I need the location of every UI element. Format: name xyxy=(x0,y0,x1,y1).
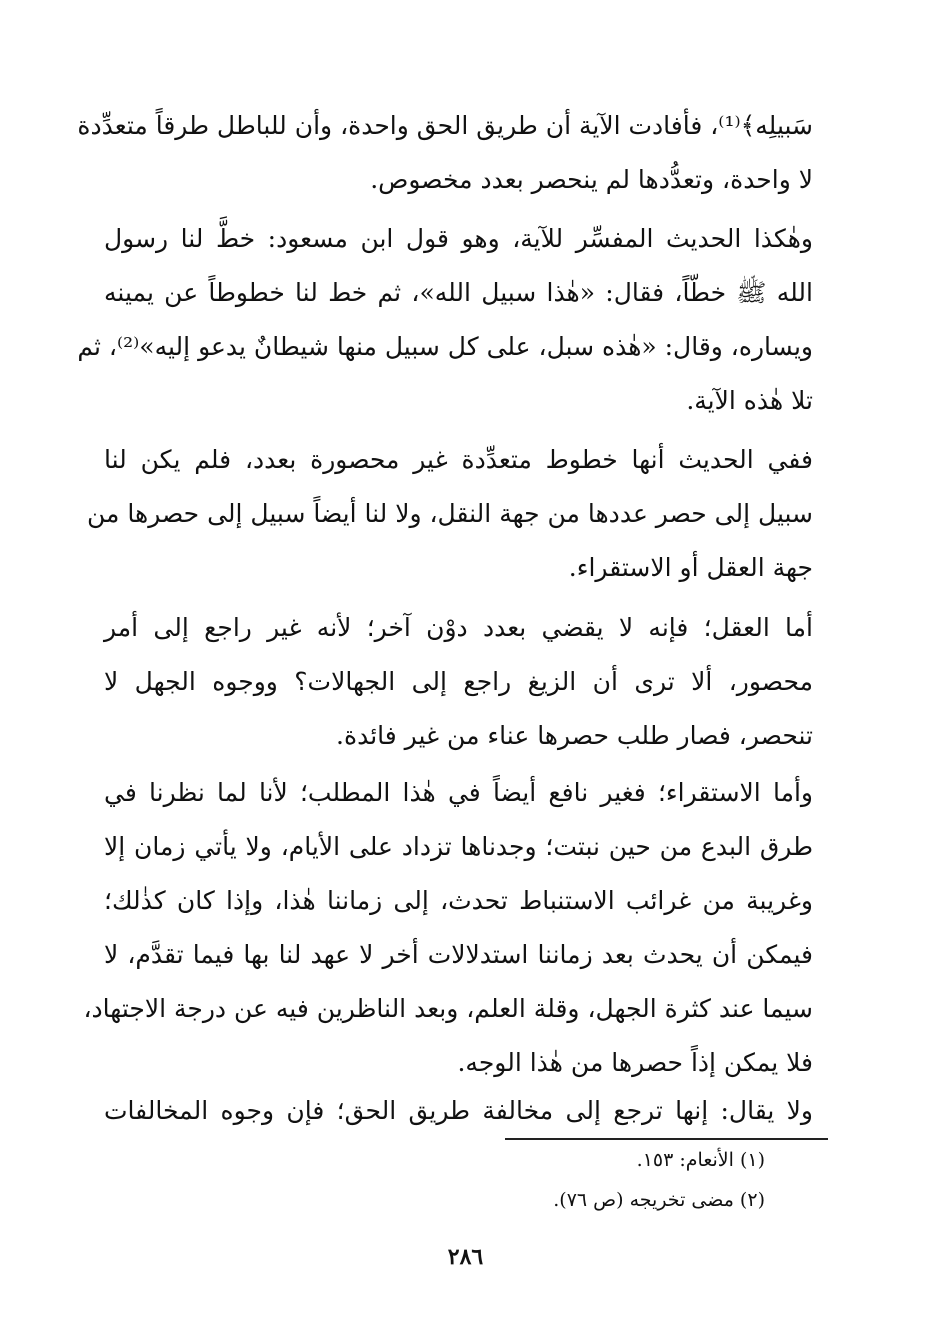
text-line: أما العقل؛ فإنه لا يقضي بعدد دوْن آخر؛ لأنه غير راجع إلى أمر xyxy=(104,613,813,642)
paragraph-4 xyxy=(104,601,813,763)
text-line: ففي الحديث أنها خطوط متعدِّدة غير محصورة بعدد، فلم يكن لنا xyxy=(104,445,813,474)
paragraph-1 xyxy=(77,99,813,207)
text-line: تلا هٰذه الآية. xyxy=(686,386,813,415)
text-line: طرق البدع من حين نبتت؛ وجدناها تزداد على الأيام، ولا يأتي زمان إلا xyxy=(104,832,813,861)
text-line: فلا يمكن إذاً حصرها من هٰذا الوجه. xyxy=(457,1048,813,1077)
paragraph-2 xyxy=(77,212,813,428)
text-line: وغريبة من غرائب الاستنباط تحدث، إلى زماننا هٰذا، وإذا كان كذٰلك؛ xyxy=(104,886,813,915)
text-line: تنحصر، فصار طلب حصرها عناء من غير فائدة. xyxy=(336,721,813,750)
footnote-1: (١) الأنعام: ١٥٣. xyxy=(636,1149,765,1171)
text-line: جهة العقل أو الاستقراء. xyxy=(568,553,813,582)
text-line: وهٰكذا الحديث المفسِّر للآية، وهو قول ابن مسعود: خطَّ لنا رسول xyxy=(104,224,813,253)
text-line: ولا يقال: إنها ترجع إلى مخالفة طريق الحق؛ فإن وجوه المخالفات xyxy=(104,1096,813,1125)
text-line: وأما الاستقراء؛ فغير نافع أيضاً في هٰذا المطلب؛ لأنا لما نظرنا في xyxy=(104,778,813,807)
paragraph-3 xyxy=(87,433,813,595)
page-number: ٢٨٦ xyxy=(447,1244,484,1270)
text-line: لا واحدة، وتعدُّدها لم ينحصر بعدد مخصوص. xyxy=(370,165,813,194)
text-line: سيما عند كثرة الجهل، وقلة العلم، وبعد الناظرين فيه عن درجة الاجتهاد، xyxy=(83,994,813,1023)
text-line: ويساره، وقال: «هٰذه سبل، على كل سبيل منها شيطانٌ يدعو إليه»⁽²⁾، ثم xyxy=(77,332,813,361)
footnotes xyxy=(380,1140,765,1220)
text-line: سَبيلِه﴾⁽¹⁾، فأفادت الآية أن طريق الحق واحدة، وأن للباطل طرقاً متعدِّدة xyxy=(77,111,813,140)
text-line: سبيل إلى حصر عددها من جهة النقل، ولا لنا أيضاً سبيل إلى حصرها من xyxy=(87,499,813,528)
paragraph-5 xyxy=(83,766,813,1090)
text-line: محصور، ألا ترى أن الزيغ راجع إلى الجهالات؟ ووجوه الجهل لا xyxy=(104,667,813,696)
text-line: الله ﷺ خطّاً، فقال: «هٰذا سبيل الله»، ثم خط لنا خطوطاً عن يمينه xyxy=(104,278,813,307)
footnote-2: (٢) مضى تخريجه (ص ٧٦). xyxy=(553,1189,765,1211)
paragraph-6 xyxy=(104,1084,813,1138)
text-line: فيمكن أن يحدث بعد زماننا استدلالات أخر لا عهد لنا بها فيما تقدَّم، لا xyxy=(104,940,813,969)
